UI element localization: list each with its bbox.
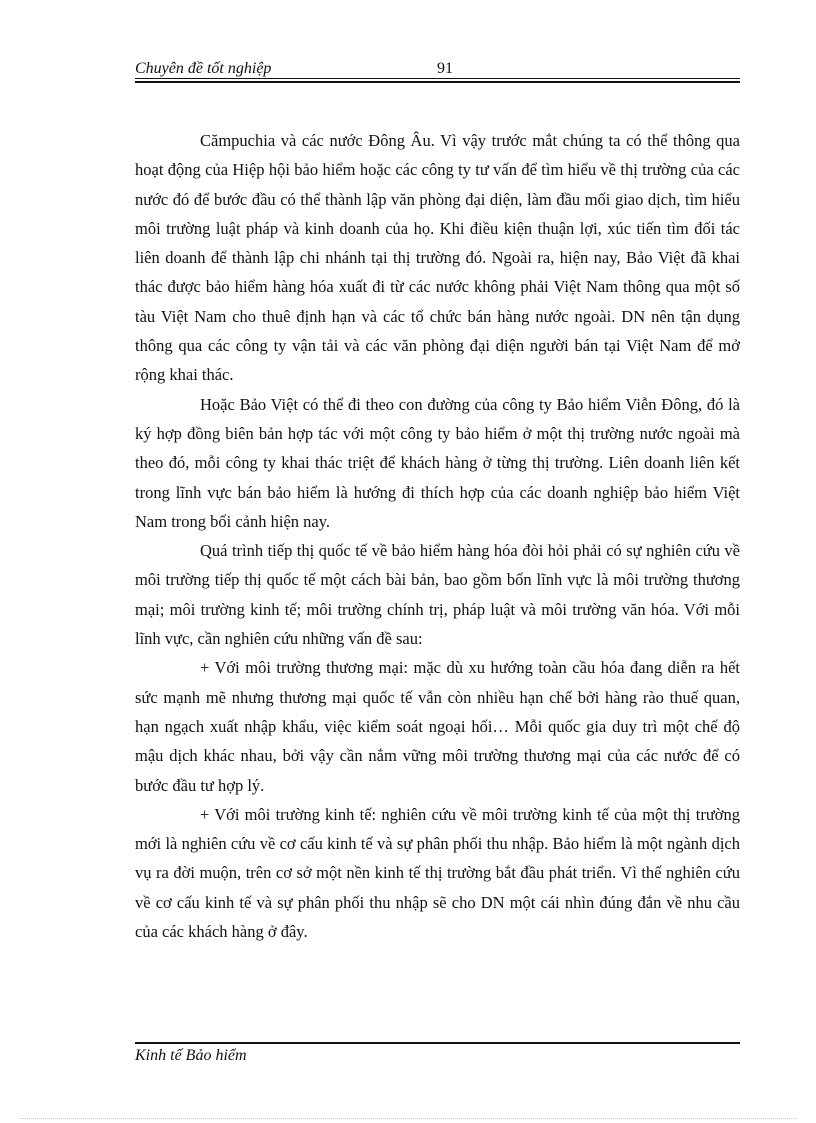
header-rule (135, 78, 740, 83)
footer-rule (135, 1042, 740, 1044)
paragraph: Hoặc Bảo Việt có thể đi theo con đường của công ty Bảo hiểm Viễn Đông, đó là ký hợp đồng biên bản hợp tác với một công ty bảo hiểm ở một thị trường nước ngoài mà theo đó, mỗi công ty khai thác triệt để khách hàng ở từng thị trường. Liên doanh liên kết trong lĩnh vực bán bảo hiểm là hướng đi thích hợp của các doanh nghiệp bảo hiểm Việt Nam trong bối cảnh hiện nay. (135, 394, 740, 531)
page-number: 91 (437, 60, 453, 77)
page-header (135, 60, 740, 78)
paragraph: + Với môi trường thương mại: mặc dù xu hướng toàn cầu hóa đang diễn ra hết sức mạnh mẽ nhưng thương mại quốc tế vẫn còn nhiều hạn chế bởi hàng rào thuế quan, hạn ngạch xuất nhập khẩu, việc kiểm soát ngoại hối… Mỗi quốc gia duy trì một chế độ mậu dịch khác nhau, bởi vậy cần nắm vững môi trường thương mại của các nước để có bước đầu tư hợp lý. (135, 658, 740, 795)
footer-text: Kinh tế Bảo hiểm (135, 1047, 247, 1064)
header-title: Chuyên đề tốt nghiệp (135, 60, 272, 77)
paragraph: + Với môi trường kinh tế: nghiên cứu về môi trường kinh tế của một thị trường mới là nghiên cứu về cơ cấu kinh tế và sự phân phối thu nhập. Bảo hiểm là một ngành dịch vụ ra đời muộn, trên cơ sở một nền kinh tế thị trường bắt đầu phát triển. Vì thế nghiên cứu về cơ cấu kinh tế và sự phân phối thu nhập sẽ cho DN một cái nhìn đúng đắn về nhu cầu của các khách hàng ở đây. (135, 804, 740, 942)
body-text (135, 126, 740, 946)
paragraph: Quá trình tiếp thị quốc tế về bảo hiểm hàng hóa đòi hỏi phải có sự nghiên cứu về môi trường tiếp thị quốc tế một cách bài bản, bao gồm bốn lĩnh vực là môi trường thương mại; môi trường kinh tế; môi trường chính trị, pháp luật và môi trường văn hóa. Với mỗi lĩnh vực, cần nghiên cứu những vấn đề sau: (135, 541, 740, 649)
paragraph: Cămpuchia và các nước Đông Âu. Vì vậy trước mắt chúng ta có thể thông qua hoạt động của Hiệp hội bảo hiểm hoặc các công ty tư vấn để tìm hiểu về thị trường của các nước đó để bước đầu có thể thành lập văn phòng đại diện, làm đầu mối giao dịch, tìm hiểu môi trường luật pháp và kinh doanh của họ. Khi điều kiện thuận lợi, xúc tiến tìm đối tác liên doanh để thành lập chi nhánh tại thị trường đó. Ngoài ra, hiện nay, Bảo Việt đã khai thác được bảo hiểm hàng hóa xuất đi từ các nước không phải Việt Nam thông qua một số tàu Việt Nam cho thuê định hạn và các tổ chức bán hàng nước ngoài. DN nên tận dụng thông qua các công ty vận tải và các văn phòng đại diện người bán tại Việt Nam để mở rộng khai thác. (135, 131, 740, 385)
page-edge-divider (20, 1118, 796, 1119)
